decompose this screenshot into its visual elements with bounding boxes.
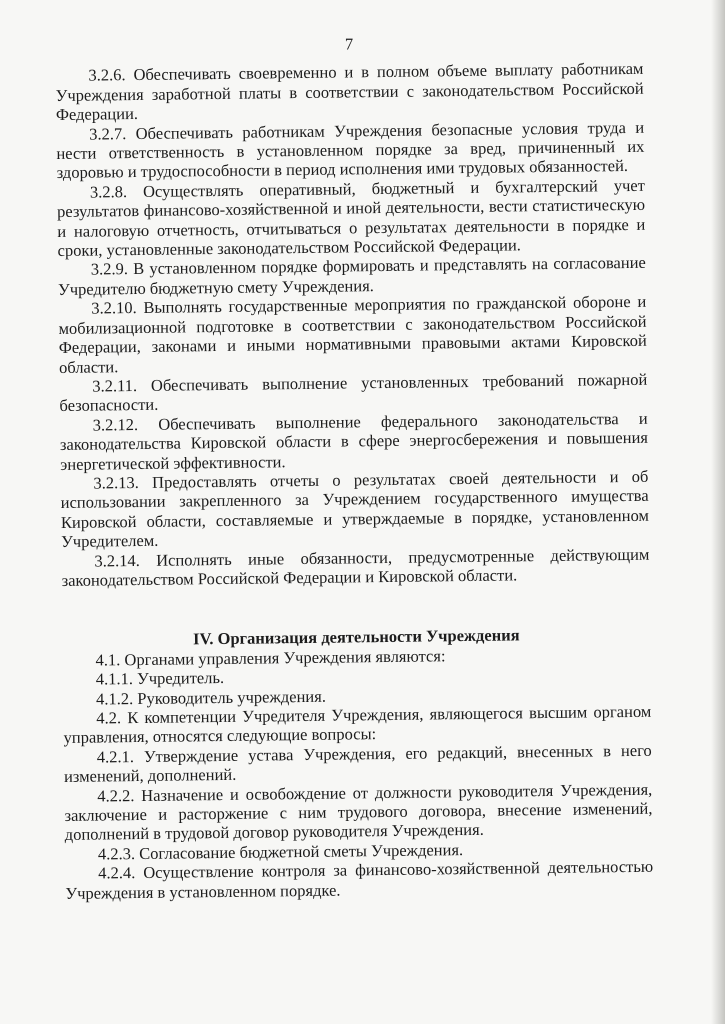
clause-4-2-3: 4.2.3. Согласование бюджетной сметы Учреждения.	[97, 839, 464, 864]
clause-3-2-13: 3.2.13. Предоставлять отчеты о результатах своей деятельности и об использовании закрепленного за Учреждением государственного имущества Кировской области, составляемые и утверждаемые в порядке, установленном Учредителем.	[60, 466, 649, 552]
clause-4-1-1: 4.1.1. Учредитель.	[95, 668, 225, 689]
clause-4-2-4: 4.2.4. Осуществление контроля за финансово-хозяйственной деятельностью Учреждения в установленном порядке.	[65, 857, 654, 903]
clause-3-2-9: 3.2.9. В установленном порядке формировать и представлять на согласование Учредителю бюджетную смету Учреждения.	[57, 253, 646, 299]
clause-4-2-2: 4.2.2. Назначение и освобождение от должности руководителя Учреждения, заключение и расторжение с ним трудового договора, внесение изменений, дополнений в трудовой договор руководителя Учреждения.	[64, 779, 653, 845]
page-number: 7	[344, 34, 354, 54]
clause-4-1-2: 4.1.2. Руководитель учреждения.	[95, 686, 327, 709]
clause-4-2-1: 4.2.1. Утверждение устава Учреждения, его редакций, внесенных в него изменений, дополнений.	[63, 740, 652, 787]
section-heading: IV. Организация деятельности Учреждения	[192, 625, 520, 649]
clause-3-2-7: 3.2.7. Обеспечивать работникам Учреждения безопасные условия труда и нести ответственность в установленном порядке за вред, причиненный их здоровью и трудоспособности в период исполнения ими трудовых обязанностей.	[56, 117, 645, 183]
clause-3-2-12: 3.2.12. Обеспечивать выполнение федерального законодательства и законодательства Кировской области в сфере энергосбережения и повышения энергетической эффективности.	[59, 408, 649, 474]
clause-3-2-11: 3.2.11. Обеспечивать выполнение установленных требований пожарной безопасности.	[59, 369, 648, 416]
page-edge-shadow	[711, 0, 725, 1024]
document-body	[55, 31, 654, 903]
clause-3-2-8: 3.2.8. Осуществлять оперативный, бюджетный и бухгалтерский учет результатов финансово-хозяйственной и иной деятельности, вести статистическую и налоговую отчетность, отчитываться о результатах деятельности в порядке и сроки, установленные законодательством Российской Федерации.	[57, 175, 646, 261]
clause-4-1: 4.1. Органами управления Учреждения являются:	[95, 646, 446, 670]
clause-3-2-10: 3.2.10. Выполнять государственные мероприятия по гражданской обороне и мобилизационной подготовке в соответствии с законодательством Российской Федерации, законами и иными нормативными правовыми актами Кировской области.	[58, 292, 647, 377]
clause-3-2-6: 3.2.6. Обеспечивать своевременно и в полном объеме выплату работникам Учреждения заработной платы в соответствии с законодательством Российской Федерации.	[55, 59, 644, 125]
clause-4-2: 4.2. К компетенции Учредителя Учреждения, являющегося высшим органом управления, относятся следующие вопросы:	[63, 701, 652, 748]
clause-3-2-14: 3.2.14. Исполнять иные обязанности, предусмотренные действующим законодательством Российской Федерации и Кировской области.	[61, 544, 650, 590]
